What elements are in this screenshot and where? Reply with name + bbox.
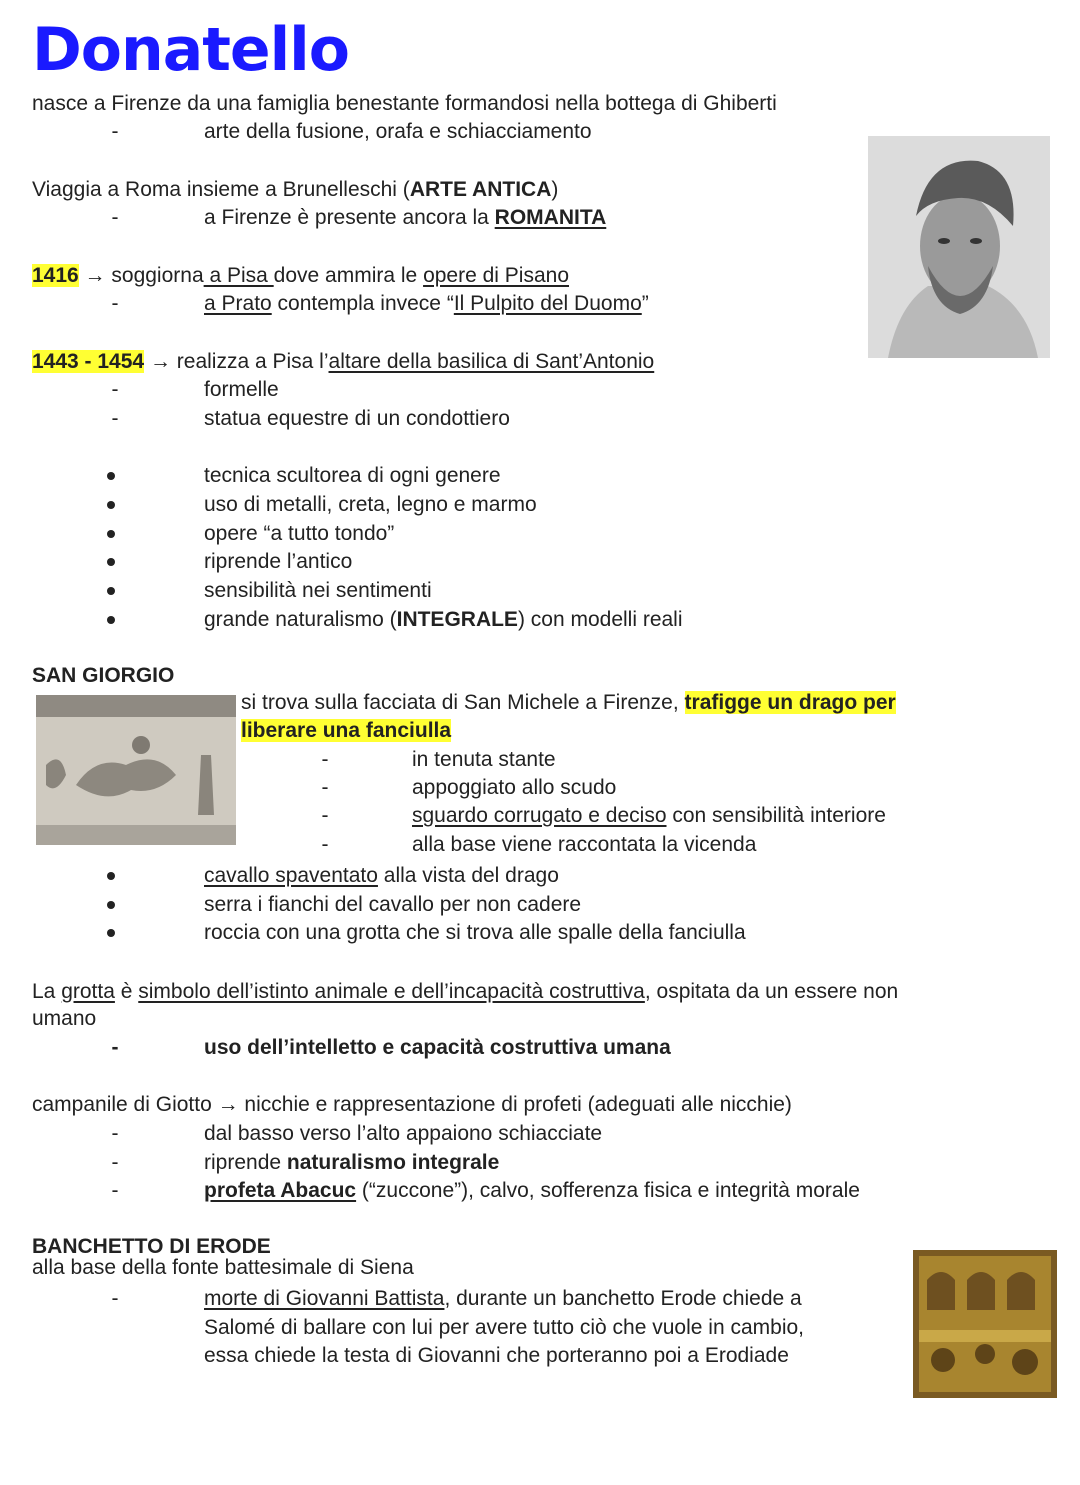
san-giorgio-bullet: roccia con una grotta che si trova alle spalle della fanciulla [204,921,746,944]
list-dash: - [111,1122,119,1145]
san-giorgio-line1: si trova sulla facciata di San Michele a Firenze, trafigge un drago per [241,691,896,714]
banchetto-heading: BANCHETTO DI ERODE [32,1235,271,1258]
list-dash: - [321,804,329,827]
intro-sub: arte della fusione, orafa e schiacciamento [204,120,592,143]
banchetto-sub: Salomé di ballare con lui per avere tutto ciò che vuole in cambio, [204,1316,804,1339]
san-giorgio-sub: alla base viene raccontata la vicenda [412,833,757,856]
list-dash: - [321,833,329,856]
roma-line: Viaggia a Roma insieme a Brunelleschi (ARTE ANTICA) [32,178,559,201]
feature-item: grande naturalismo (INTEGRALE) con modelli reali [204,608,683,631]
banchetto-relief-image [913,1250,1057,1398]
bullet-dot [104,577,118,605]
list-dash: - [111,378,119,401]
banchetto-sub: essa chiede la testa di Giovanni che porteranno poi a Erodiade [204,1344,789,1367]
feature-item: tecnica scultorea di ogni genere [204,464,501,487]
banchetto-sub: morte di Giovanni Battista, durante un banchetto Erode chiede a [204,1287,802,1310]
page-title: Donatello [32,15,349,85]
feature-item: riprende l’antico [204,550,353,573]
banchetto-line: alla base della fonte battesimale di Siena [32,1256,414,1279]
list-dash: - [321,748,329,771]
campanile-sub: dal basso verso l’alto appaiono schiacciate [204,1122,603,1145]
list-dash: - [111,1287,119,1310]
year-1416-line: 1416 → soggiorna a Pisa dove ammira le opere di Pisano [32,264,569,287]
grotta-sub: uso dell’intelletto e capacità costruttiva umana [204,1036,671,1059]
san-giorgio-sub: in tenuta stante [412,748,556,771]
list-dash: - [111,206,119,229]
bullet-dot [104,606,118,634]
list-dash: - [321,776,329,799]
bullet-dot [104,891,118,919]
list-dash: - [111,1151,119,1174]
san-giorgio-bullet: serra i fianchi del cavallo per non cadere [204,893,582,916]
san-giorgio-bullet: cavallo spaventato alla vista del drago [204,864,559,887]
campanile-sub: profeta Abacuc (“zuccone”), calvo, sofferenza fisica e integrità morale [204,1179,860,1202]
year-1443-sub: statua equestre di un condottiero [204,407,510,430]
campanile-sub: riprende naturalismo integrale [204,1151,500,1174]
bullet-dot [104,919,118,947]
san-giorgio-sub: sguardo corrugato e deciso con sensibilità interiore [412,804,886,827]
list-dash: - [111,120,119,143]
roma-sub: a Firenze è presente ancora la ROMANITA [204,206,607,229]
san-giorgio-line2: liberare una fanciulla [241,719,452,742]
bullet-dot [104,462,118,490]
feature-item: sensibilità nei sentimenti [204,579,432,602]
feature-item: uso di metalli, creta, legno e marmo [204,493,537,516]
grotta-line2: umano [32,1007,97,1030]
list-dash: - [111,1036,119,1059]
bullet-dot [104,862,118,890]
list-dash: - [111,292,119,315]
feature-item: opere “a tutto tondo” [204,522,395,545]
campanile-line: campanile di Giotto → nicchie e rappresentazione di profeti (adeguati alle nicchie) [32,1093,792,1116]
bullet-dot [104,491,118,519]
san-giorgio-heading: SAN GIORGIO [32,664,175,687]
year-1443-sub: formelle [204,378,279,401]
san-giorgio-sub: appoggiato allo scudo [412,776,617,799]
grotta-line: La grotta è simbolo dell’istinto animale e dell’incapacità costruttiva, ospitata da un essere non [32,980,899,1003]
list-dash: - [111,1179,119,1202]
san-giorgio-relief-image [36,695,236,845]
bullet-dot [104,520,118,548]
year-1416-sub: a Prato contempla invece “Il Pulpito del Duomo” [204,292,649,315]
year-1443-line: 1443 - 1454 → realizza a Pisa l’altare della basilica di Sant’Antonio [32,350,655,373]
bullet-dot [104,548,118,576]
donatello-portrait-image [868,136,1050,358]
intro-line: nasce a Firenze da una famiglia benestante formandosi nella bottega di Ghiberti [32,92,777,115]
list-dash: - [111,407,119,430]
